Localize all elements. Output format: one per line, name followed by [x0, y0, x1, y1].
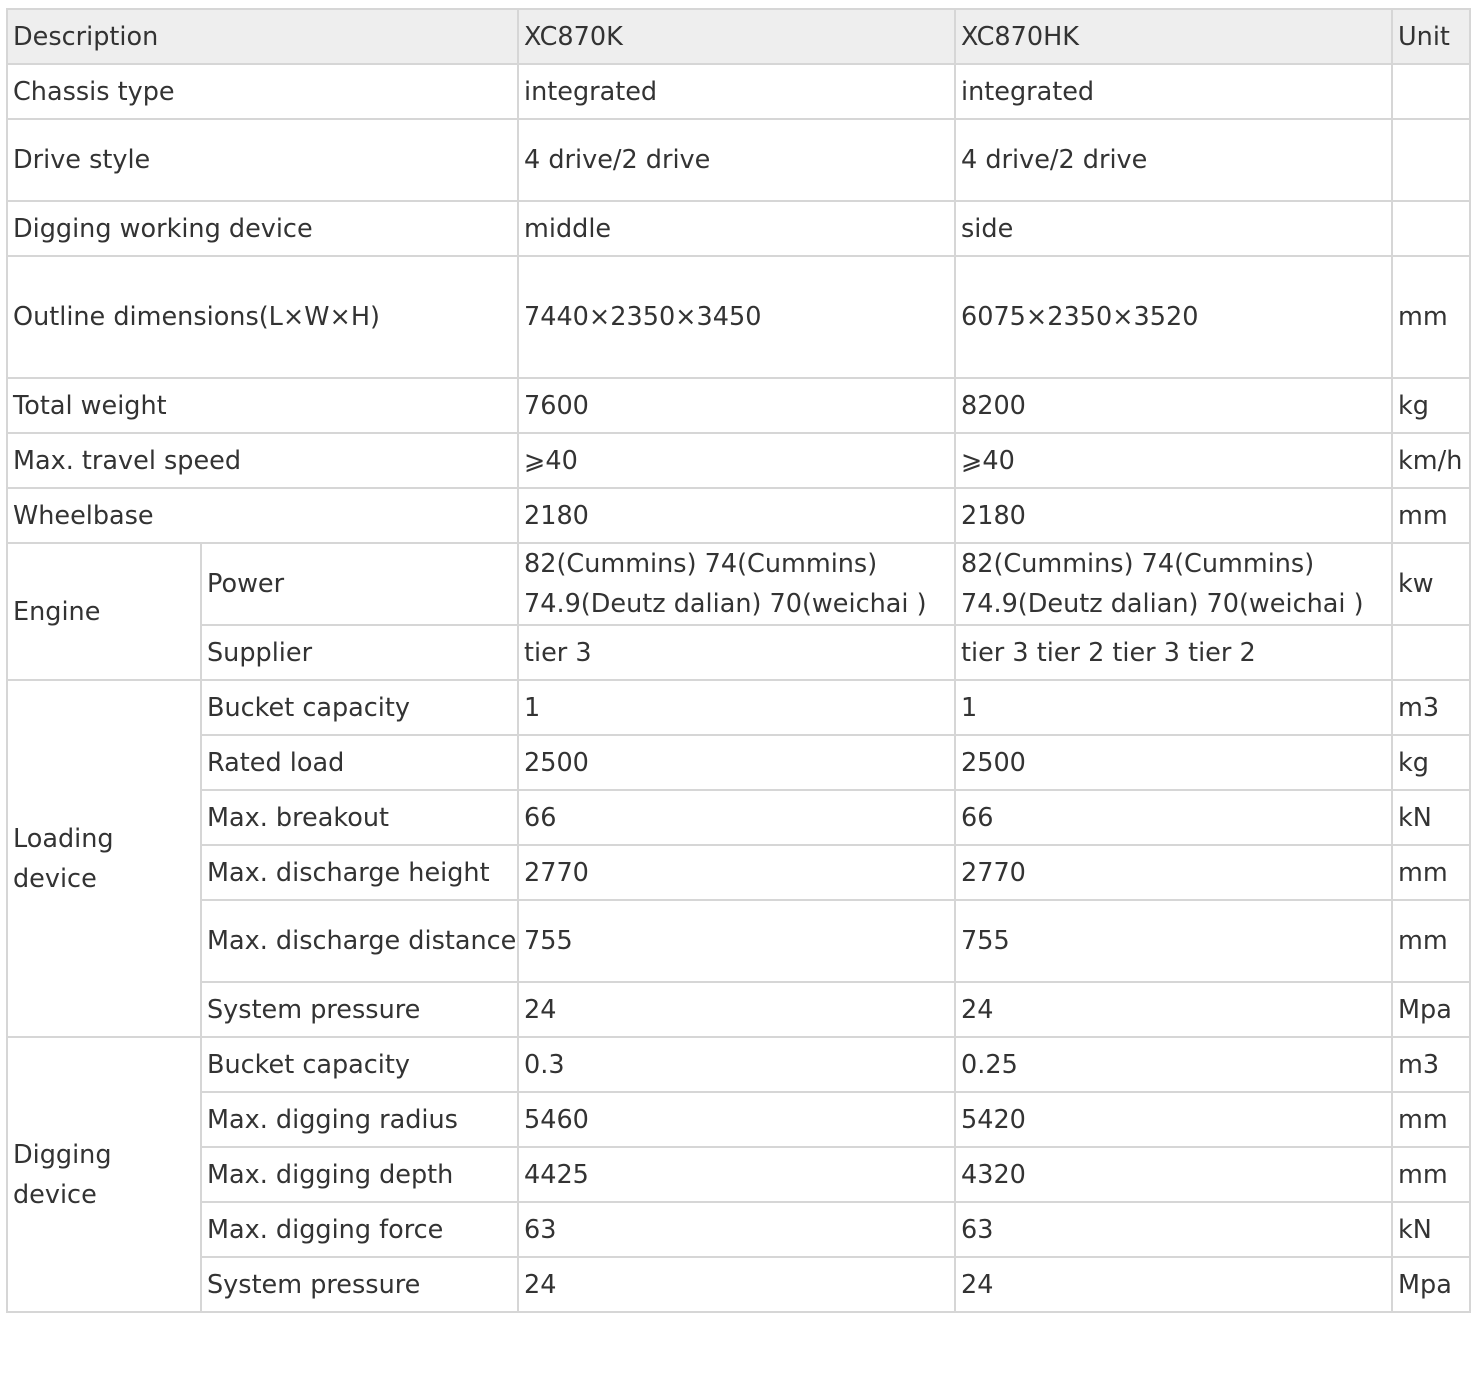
cell-unit: Mpa	[1392, 1257, 1470, 1312]
cell-model-a: 2180	[518, 488, 955, 543]
cell-model-b: 0.25	[955, 1037, 1392, 1092]
row-label: Bucket capacity	[201, 1037, 518, 1092]
cell-model-a: middle	[518, 201, 955, 256]
group-label-digging: Digging device	[7, 1037, 201, 1312]
table-row	[7, 433, 1470, 488]
row-label: Max. travel speed	[7, 433, 518, 488]
cell-model-a: 82(Cummins) 74(Cummins) 74.9(Deutz dalian) 70(weichai )	[518, 543, 955, 625]
row-label: Max. discharge height	[201, 845, 518, 900]
header-description: Description	[7, 9, 518, 64]
cell-unit: mm	[1392, 845, 1470, 900]
cell-unit: m3	[1392, 1037, 1470, 1092]
cell-model-b: side	[955, 201, 1392, 256]
row-label: Outline dimensions(L×W×H)	[7, 256, 518, 378]
row-label: Total weight	[7, 378, 518, 433]
row-label: Rated load	[201, 735, 518, 790]
cell-model-b: tier 3 tier 2 tier 3 tier 2	[955, 625, 1392, 680]
cell-unit: m3	[1392, 680, 1470, 735]
cell-model-b: 5420	[955, 1092, 1392, 1147]
table-row	[7, 900, 1470, 982]
cell-model-b: 2500	[955, 735, 1392, 790]
cell-model-a: 0.3	[518, 1037, 955, 1092]
table-row	[7, 982, 1470, 1037]
table-row	[7, 201, 1470, 256]
table-row	[7, 790, 1470, 845]
cell-unit	[1392, 119, 1470, 201]
cell-model-b: 4320	[955, 1147, 1392, 1202]
cell-unit: km/h	[1392, 433, 1470, 488]
cell-model-b: 8200	[955, 378, 1392, 433]
cell-model-a: 7600	[518, 378, 955, 433]
table-row	[7, 119, 1470, 201]
cell-model-a: 4 drive/2 drive	[518, 119, 955, 201]
table-row	[7, 735, 1470, 790]
cell-unit: kg	[1392, 378, 1470, 433]
table-row	[7, 64, 1470, 119]
row-label: Bucket capacity	[201, 680, 518, 735]
cell-model-a: tier 3	[518, 625, 955, 680]
cell-model-a: 63	[518, 1202, 955, 1257]
table-header-row	[7, 9, 1470, 64]
cell-unit: mm	[1392, 256, 1470, 378]
table-row	[7, 488, 1470, 543]
row-label: System pressure	[201, 982, 518, 1037]
cell-model-a: 2500	[518, 735, 955, 790]
cell-model-a: 1	[518, 680, 955, 735]
cell-unit: kw	[1392, 543, 1470, 625]
cell-model-a: 2770	[518, 845, 955, 900]
row-label: Max. digging depth	[201, 1147, 518, 1202]
table-row	[7, 1092, 1470, 1147]
table-row	[7, 680, 1470, 735]
table-row	[7, 1202, 1470, 1257]
cell-model-a: 7440×2350×3450	[518, 256, 955, 378]
cell-model-b: 4 drive/2 drive	[955, 119, 1392, 201]
row-label: Max. digging force	[201, 1202, 518, 1257]
spec-table	[6, 8, 1471, 1313]
cell-unit: kN	[1392, 1202, 1470, 1257]
header-model-a: XC870K	[518, 9, 955, 64]
cell-model-b: 755	[955, 900, 1392, 982]
cell-model-a: 755	[518, 900, 955, 982]
row-label: Digging working device	[7, 201, 518, 256]
cell-model-b: 2770	[955, 845, 1392, 900]
row-label: Chassis type	[7, 64, 518, 119]
cell-model-b: 6075×2350×3520	[955, 256, 1392, 378]
row-label: Max. breakout	[201, 790, 518, 845]
cell-model-a: 24	[518, 1257, 955, 1312]
cell-unit: kN	[1392, 790, 1470, 845]
cell-unit: kg	[1392, 735, 1470, 790]
cell-model-b: integrated	[955, 64, 1392, 119]
table-row	[7, 845, 1470, 900]
table-row	[7, 256, 1470, 378]
cell-unit	[1392, 201, 1470, 256]
table-row	[7, 1037, 1470, 1092]
row-label: Power	[201, 543, 518, 625]
table-row	[7, 378, 1470, 433]
row-label: Max. digging radius	[201, 1092, 518, 1147]
header-unit: Unit	[1392, 9, 1470, 64]
table-row	[7, 1147, 1470, 1202]
header-model-b: XC870HK	[955, 9, 1392, 64]
cell-unit	[1392, 64, 1470, 119]
cell-model-b: 24	[955, 982, 1392, 1037]
cell-unit: mm	[1392, 1147, 1470, 1202]
cell-model-b: 66	[955, 790, 1392, 845]
cell-unit: mm	[1392, 900, 1470, 982]
cell-model-a: 4425	[518, 1147, 955, 1202]
cell-model-b: 24	[955, 1257, 1392, 1312]
cell-model-a: 66	[518, 790, 955, 845]
cell-model-a: 24	[518, 982, 955, 1037]
cell-model-a: integrated	[518, 64, 955, 119]
row-label: Wheelbase	[7, 488, 518, 543]
row-label: Drive style	[7, 119, 518, 201]
table-row	[7, 1257, 1470, 1312]
row-label: Supplier	[201, 625, 518, 680]
row-label: Max. discharge distance	[201, 900, 518, 982]
cell-model-b: 63	[955, 1202, 1392, 1257]
cell-model-a: 5460	[518, 1092, 955, 1147]
cell-model-b: 1	[955, 680, 1392, 735]
table-row	[7, 543, 1470, 625]
group-label-engine: Engine	[7, 543, 201, 680]
cell-model-a: ⩾40	[518, 433, 955, 488]
group-label-loading: Loading device	[7, 680, 201, 1037]
cell-unit	[1392, 625, 1470, 680]
row-label: System pressure	[201, 1257, 518, 1312]
cell-model-b: 82(Cummins) 74(Cummins) 74.9(Deutz dalian) 70(weichai )	[955, 543, 1392, 625]
cell-unit: mm	[1392, 1092, 1470, 1147]
cell-model-b: 2180	[955, 488, 1392, 543]
cell-unit: mm	[1392, 488, 1470, 543]
table-row	[7, 625, 1470, 680]
cell-unit: Mpa	[1392, 982, 1470, 1037]
cell-model-b: ⩾40	[955, 433, 1392, 488]
